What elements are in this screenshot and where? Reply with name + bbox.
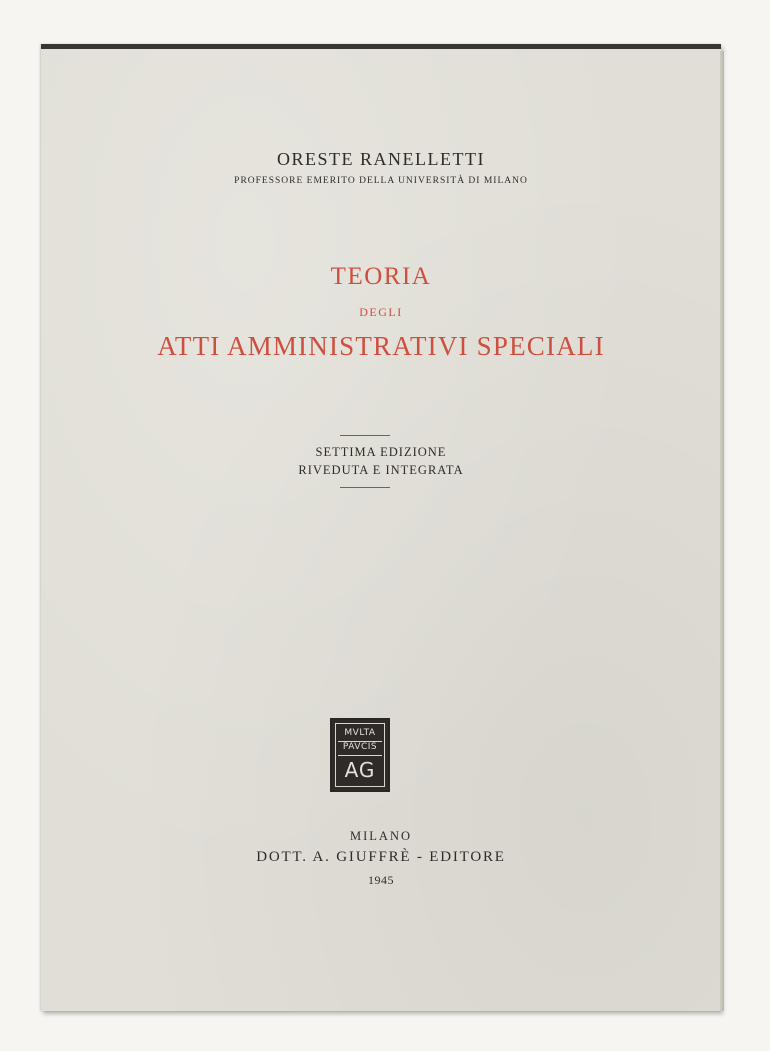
title-line-1: TEORIA bbox=[330, 263, 432, 290]
logo-text-paucis: PAVCIS bbox=[338, 743, 382, 756]
page-edge bbox=[720, 51, 724, 1011]
book-cover bbox=[41, 49, 721, 1011]
divider-top bbox=[340, 435, 390, 436]
publication-year: 1945 bbox=[368, 873, 394, 887]
publisher-name: DOTT. A. GIUFFRÈ - EDITORE bbox=[256, 849, 506, 865]
divider-bottom bbox=[340, 487, 390, 488]
logo-text-ag: AG bbox=[344, 758, 376, 782]
publisher-logo bbox=[330, 718, 390, 792]
logo-text-multa: MVLTA bbox=[338, 729, 382, 742]
publisher-logo-frame bbox=[335, 723, 385, 787]
edition-line-1: SETTIMA EDIZIONE bbox=[315, 445, 447, 459]
publication-city: MILANO bbox=[350, 829, 412, 843]
edition-line-2: RIVEDUTA E INTEGRATA bbox=[298, 463, 464, 477]
author-name: ORESTE RANELLETTI bbox=[277, 149, 485, 169]
title-line-3: ATTI AMMINISTRATIVI SPECIALI bbox=[157, 331, 605, 361]
book bbox=[41, 44, 721, 1011]
author-affiliation: PROFESSORE EMERITO DELLA UNIVERSITÀ DI MILANO bbox=[234, 176, 528, 186]
title-line-2: DEGLI bbox=[359, 305, 403, 319]
